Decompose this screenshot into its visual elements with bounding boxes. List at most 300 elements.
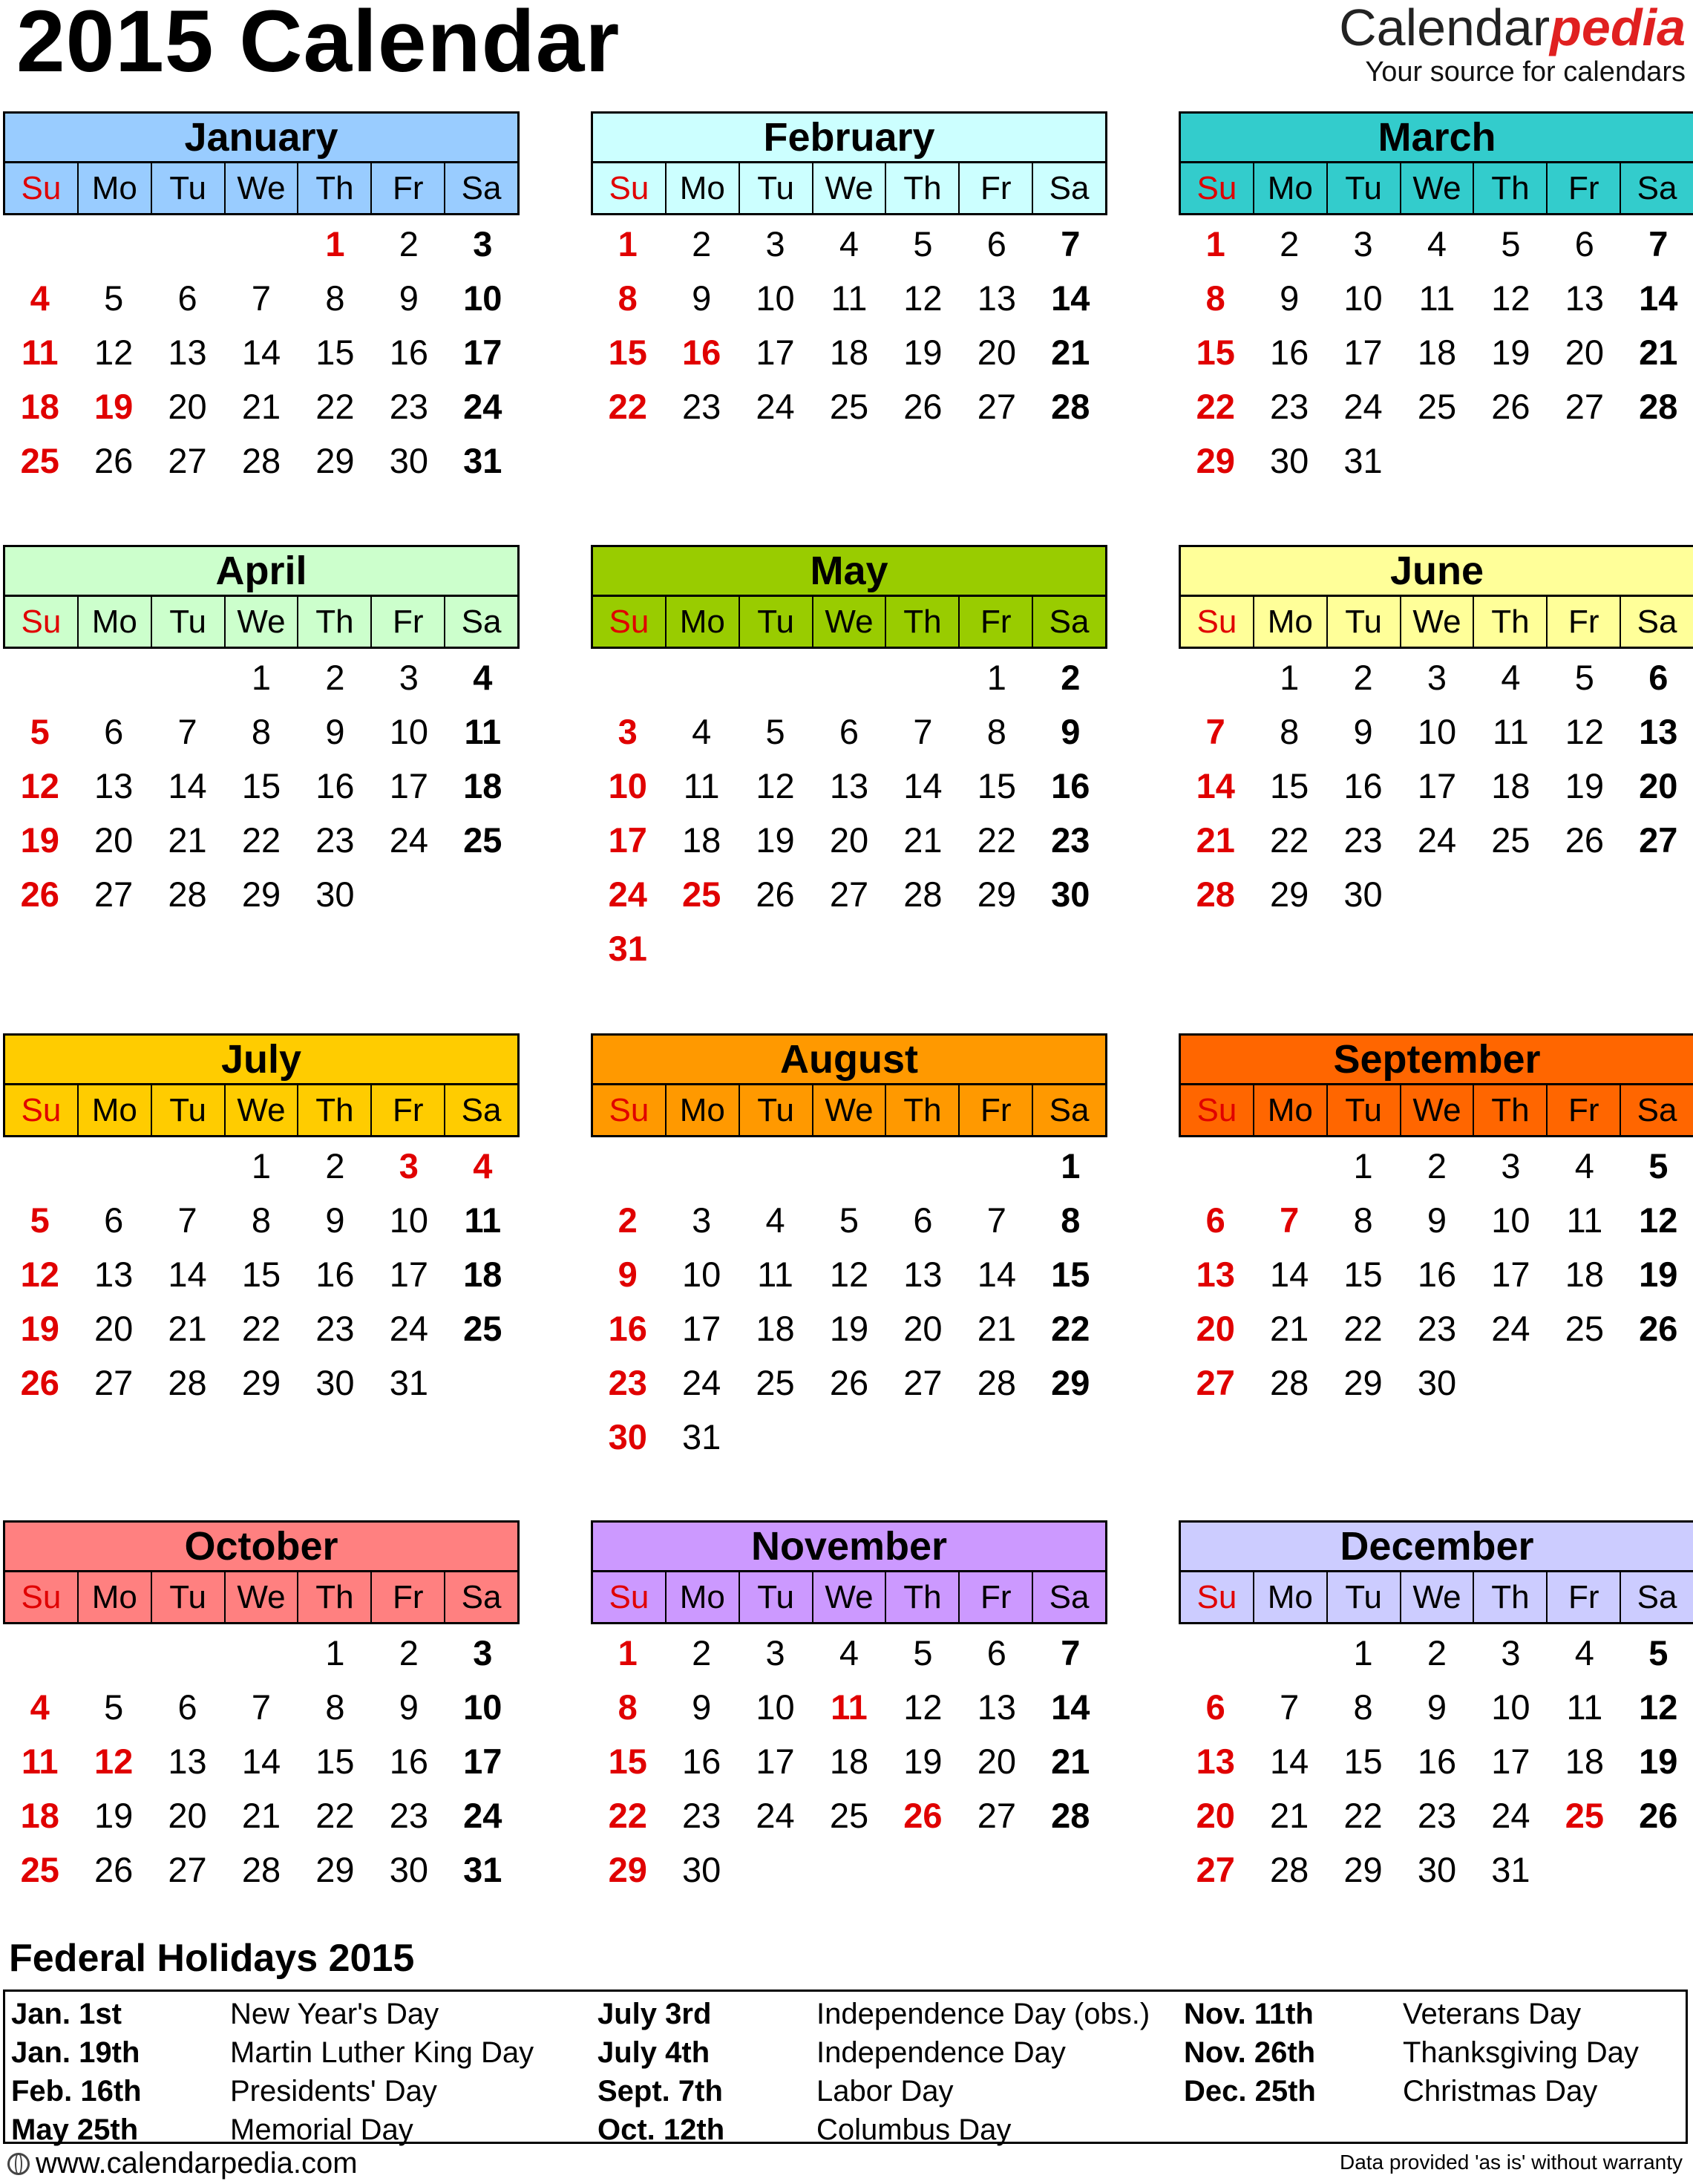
month-july xyxy=(3,1033,520,1410)
day-grid xyxy=(591,1137,1107,1464)
weekday-label: Fr xyxy=(1548,1572,1621,1622)
day-cell: 27 xyxy=(1565,387,1604,426)
day-grid xyxy=(591,215,1107,434)
day-cell: 8 xyxy=(1353,1200,1373,1240)
day-cell: 6 xyxy=(986,224,1006,264)
day-cell: 23 xyxy=(1343,820,1383,860)
day-cell: 28 xyxy=(1269,1363,1309,1402)
weekday-label: Su xyxy=(5,163,79,213)
day-cell: 5 xyxy=(30,1200,50,1240)
day-cell: 30 xyxy=(1417,1850,1457,1889)
weekday-label: Su xyxy=(1181,597,1254,647)
weekday-label: Sa xyxy=(461,1578,502,1615)
day-cell: 16 xyxy=(1417,1255,1457,1294)
day-cell: 15 xyxy=(315,333,355,372)
day-cell: 5 xyxy=(913,224,933,264)
holiday-date: Dec. 25th xyxy=(1184,2074,1316,2108)
day-cell: 20 xyxy=(1196,1309,1235,1348)
weekday-header xyxy=(591,597,1107,649)
holiday-row xyxy=(592,2033,1178,2072)
day-cell: 18 xyxy=(20,387,59,426)
day-cell: 22 xyxy=(241,1309,281,1348)
day-cell: 21 xyxy=(168,1309,207,1348)
day-cell: 5 xyxy=(1501,224,1521,264)
day-cell: 3 xyxy=(1501,1146,1521,1186)
day-cell: 28 xyxy=(168,874,207,914)
holiday-name: Columbus Day xyxy=(816,2113,1012,2146)
day-cell: 22 xyxy=(315,1796,355,1835)
day-grid xyxy=(3,1624,520,1897)
weekday-label: Fr xyxy=(960,1572,1033,1622)
day-cell: 18 xyxy=(829,1742,869,1781)
day-cell: 2 xyxy=(1061,658,1081,697)
holiday-name: Veterans Day xyxy=(1403,1997,1582,2030)
day-cell: 8 xyxy=(1205,278,1225,318)
empty-cell xyxy=(812,1139,885,1193)
day-cell: 8 xyxy=(251,1200,272,1240)
day-cell: 8 xyxy=(618,1687,638,1727)
holiday-date: Jan. 1st xyxy=(11,1997,122,2030)
day-cell: 7 xyxy=(251,278,272,318)
day-cell: 12 xyxy=(903,1687,943,1727)
month-name: August xyxy=(591,1033,1107,1085)
day-cell: 17 xyxy=(463,333,502,372)
footer-disclaimer: Data provided 'as is' without warranty xyxy=(1339,2151,1683,2174)
empty-cell xyxy=(76,217,150,271)
day-cell: 15 xyxy=(608,333,647,372)
day-cell: 30 xyxy=(1051,874,1090,914)
day-cell: 5 xyxy=(765,712,785,751)
weekday-label: Tu xyxy=(152,597,226,647)
day-cell: 2 xyxy=(399,224,419,264)
weekday-label: Th xyxy=(886,1085,960,1135)
day-cell: 28 xyxy=(1051,387,1090,426)
day-cell: 2 xyxy=(399,1633,419,1673)
day-cell: 4 xyxy=(692,712,712,751)
weekday-label: Tu xyxy=(1328,1572,1401,1622)
month-name: February xyxy=(591,111,1107,163)
day-cell: 15 xyxy=(241,766,281,805)
day-cell: 7 xyxy=(1061,224,1081,264)
day-cell: 11 xyxy=(1418,278,1455,318)
day-cell: 19 xyxy=(20,1309,59,1348)
day-cell: 5 xyxy=(104,278,124,318)
day-cell: 23 xyxy=(1051,820,1090,860)
weekday-label: Th xyxy=(1474,163,1548,213)
day-cell: 21 xyxy=(1196,820,1235,860)
day-cell: 3 xyxy=(1501,1633,1521,1673)
day-cell: 21 xyxy=(168,820,207,860)
day-grid xyxy=(3,649,520,921)
day-cell: 24 xyxy=(756,1796,795,1835)
day-cell: 14 xyxy=(1269,1742,1309,1781)
day-cell: 23 xyxy=(315,1309,355,1348)
day-cell: 31 xyxy=(463,1850,502,1889)
day-cell: 26 xyxy=(94,441,134,480)
day-cell: 28 xyxy=(977,1363,1016,1402)
day-cell: 12 xyxy=(1639,1687,1678,1727)
day-cell: 17 xyxy=(389,1255,428,1294)
day-cell: 15 xyxy=(1343,1742,1383,1781)
day-cell: 29 xyxy=(1196,441,1235,480)
day-cell: 2 xyxy=(1427,1146,1447,1186)
day-cell: 24 xyxy=(756,387,795,426)
day-grid xyxy=(1179,649,1693,921)
empty-cell xyxy=(1179,1626,1252,1680)
day-cell: 7 xyxy=(1205,712,1225,751)
weekday-label: Mo xyxy=(1254,597,1328,647)
day-cell: 30 xyxy=(681,1850,721,1889)
weekday-label: Sa xyxy=(1049,1578,1090,1615)
day-cell: 10 xyxy=(681,1255,721,1294)
day-cell: 7 xyxy=(1280,1687,1300,1727)
day-cell: 9 xyxy=(325,1200,345,1240)
day-cell: 1 xyxy=(1280,658,1300,697)
day-cell: 6 xyxy=(986,1633,1006,1673)
day-cell: 13 xyxy=(1196,1255,1235,1294)
month-name: July xyxy=(3,1033,520,1085)
empty-cell xyxy=(3,1139,76,1193)
day-cell: 26 xyxy=(94,1850,134,1889)
day-cell: 13 xyxy=(94,766,134,805)
day-cell: 1 xyxy=(618,224,638,264)
day-cell: 25 xyxy=(1491,820,1530,860)
footer-website[interactable]: www.calendarpedia.com xyxy=(7,2147,358,2180)
day-cell: 14 xyxy=(1051,1687,1090,1727)
day-cell: 5 xyxy=(30,712,50,751)
day-cell: 25 xyxy=(1565,1796,1604,1835)
day-cell: 19 xyxy=(1639,1742,1678,1781)
day-cell: 14 xyxy=(977,1255,1016,1294)
empty-cell xyxy=(664,650,738,704)
day-cell: 15 xyxy=(1269,766,1309,805)
holiday-name: Christmas Day xyxy=(1403,2074,1598,2108)
day-cell: 5 xyxy=(1574,658,1594,697)
day-cell: 28 xyxy=(241,1850,281,1889)
day-cell: 6 xyxy=(1205,1200,1225,1240)
day-cell: 5 xyxy=(104,1687,124,1727)
day-cell: 30 xyxy=(315,874,355,914)
empty-cell xyxy=(76,650,150,704)
weekday-label: Su xyxy=(593,597,667,647)
day-cell: 7 xyxy=(177,712,197,751)
month-february xyxy=(591,111,1107,434)
day-cell: 12 xyxy=(903,278,943,318)
holiday-row xyxy=(5,2033,592,2072)
day-cell: 25 xyxy=(20,1850,59,1889)
day-cell: 30 xyxy=(608,1417,647,1456)
day-cell: 9 xyxy=(1427,1687,1447,1727)
empty-cell xyxy=(664,1139,738,1193)
weekday-header xyxy=(3,1085,520,1137)
day-cell: 13 xyxy=(1639,712,1678,751)
day-cell: 19 xyxy=(20,820,59,860)
holiday-name: Thanksgiving Day xyxy=(1403,2036,1639,2069)
day-cell: 25 xyxy=(756,1363,795,1402)
empty-cell xyxy=(1252,1139,1326,1193)
weekday-label: Th xyxy=(1474,1572,1548,1622)
weekday-label: Th xyxy=(886,1572,960,1622)
weekday-label: Sa xyxy=(461,1091,502,1128)
day-cell: 1 xyxy=(251,658,272,697)
day-cell: 6 xyxy=(177,278,197,318)
weekday-label: Sa xyxy=(1637,1578,1677,1615)
day-cell: 26 xyxy=(1491,387,1530,426)
day-cell: 7 xyxy=(913,712,933,751)
day-cell: 1 xyxy=(986,658,1006,697)
day-cell: 13 xyxy=(168,1742,207,1781)
weekday-label: Mo xyxy=(79,1085,152,1135)
day-cell: 30 xyxy=(1343,874,1383,914)
day-cell: 19 xyxy=(94,1796,134,1835)
day-cell: 3 xyxy=(765,224,785,264)
day-cell: 8 xyxy=(1280,712,1300,751)
day-cell: 18 xyxy=(756,1309,795,1348)
holiday-name: Presidents' Day xyxy=(230,2074,437,2108)
day-cell: 24 xyxy=(463,1796,502,1835)
day-cell: 15 xyxy=(1051,1255,1090,1294)
day-cell: 2 xyxy=(1427,1633,1447,1673)
day-cell: 2 xyxy=(1353,658,1373,697)
day-cell: 21 xyxy=(1639,333,1678,372)
day-cell: 21 xyxy=(1051,1742,1090,1781)
month-august xyxy=(591,1033,1107,1464)
weekday-label: Mo xyxy=(667,1572,740,1622)
day-cell: 24 xyxy=(1491,1309,1530,1348)
holiday-date: Jan. 19th xyxy=(11,2036,140,2069)
day-cell: 17 xyxy=(1491,1742,1530,1781)
day-cell: 7 xyxy=(1280,1200,1300,1240)
empty-cell xyxy=(886,1139,960,1193)
day-cell: 31 xyxy=(389,1363,428,1402)
day-cell: 22 xyxy=(1269,820,1309,860)
day-cell: 14 xyxy=(241,333,281,372)
month-june xyxy=(1179,545,1693,921)
weekday-label: Fr xyxy=(372,597,445,647)
day-cell: 25 xyxy=(463,1309,502,1348)
day-cell: 4 xyxy=(473,1146,493,1186)
day-cell: 24 xyxy=(608,874,647,914)
weekday-label: Sa xyxy=(1049,1091,1090,1128)
day-cell: 12 xyxy=(1639,1200,1678,1240)
day-cell: 18 xyxy=(463,1255,502,1294)
day-cell: 29 xyxy=(315,441,355,480)
day-cell: 28 xyxy=(241,441,281,480)
day-cell: 25 xyxy=(1565,1309,1604,1348)
holiday-date: Nov. 26th xyxy=(1184,2036,1316,2069)
weekday-label: We xyxy=(226,1572,299,1622)
day-cell: 20 xyxy=(977,1742,1016,1781)
month-january xyxy=(3,111,520,488)
day-cell: 16 xyxy=(608,1309,647,1348)
holiday-date: July 3rd xyxy=(597,1997,712,2030)
day-cell: 9 xyxy=(1353,712,1373,751)
weekday-label: Su xyxy=(5,1572,79,1622)
day-cell: 14 xyxy=(1639,278,1678,318)
day-cell: 28 xyxy=(168,1363,207,1402)
day-cell: 22 xyxy=(1343,1309,1383,1348)
weekday-label: Su xyxy=(5,597,79,647)
day-cell: 31 xyxy=(1491,1850,1530,1889)
weekday-label: Th xyxy=(298,1572,372,1622)
weekday-label: Mo xyxy=(1254,1572,1328,1622)
weekday-label: We xyxy=(1401,1572,1475,1622)
weekday-label: Mo xyxy=(667,1085,740,1135)
day-cell: 1 xyxy=(1353,1146,1373,1186)
day-cell: 14 xyxy=(1196,766,1235,805)
day-cell: 7 xyxy=(1648,224,1669,264)
weekday-label: Tu xyxy=(740,1085,813,1135)
day-cell: 29 xyxy=(1051,1363,1090,1402)
day-cell: 26 xyxy=(20,874,59,914)
day-cell: 8 xyxy=(618,278,638,318)
weekday-header xyxy=(1179,163,1693,215)
empty-cell xyxy=(1252,1626,1326,1680)
day-cell: 23 xyxy=(389,387,428,426)
day-cell: 3 xyxy=(1353,224,1373,264)
day-cell: 29 xyxy=(1343,1363,1383,1402)
weekday-label: Sa xyxy=(461,169,502,206)
weekday-label: Fr xyxy=(372,1085,445,1135)
holiday-row xyxy=(5,2072,592,2111)
day-cell: 12 xyxy=(20,766,59,805)
day-cell: 4 xyxy=(839,1633,859,1673)
day-cell: 10 xyxy=(389,712,428,751)
day-cell: 17 xyxy=(608,820,647,860)
holiday-name: Martin Luther King Day xyxy=(230,2036,534,2069)
day-cell: 1 xyxy=(325,1633,345,1673)
day-cell: 18 xyxy=(463,766,502,805)
day-cell: 22 xyxy=(1343,1796,1383,1835)
day-cell: 29 xyxy=(1269,874,1309,914)
day-cell: 6 xyxy=(1648,658,1669,697)
day-cell: 3 xyxy=(1427,658,1447,697)
day-cell: 4 xyxy=(839,224,859,264)
holiday-name: Independence Day (obs.) xyxy=(816,1997,1150,2030)
day-cell: 14 xyxy=(903,766,943,805)
day-cell: 7 xyxy=(251,1687,272,1727)
day-cell: 6 xyxy=(1574,224,1594,264)
holiday-row xyxy=(5,1995,592,2033)
day-cell: 8 xyxy=(325,1687,345,1727)
weekday-label: Mo xyxy=(667,597,740,647)
month-name: April xyxy=(3,545,520,597)
day-cell: 15 xyxy=(241,1255,281,1294)
day-cell: 4 xyxy=(30,278,50,318)
day-cell: 28 xyxy=(1196,874,1235,914)
weekday-label: Fr xyxy=(1548,163,1621,213)
day-cell: 15 xyxy=(608,1742,647,1781)
weekday-label: Mo xyxy=(1254,1085,1328,1135)
holiday-row xyxy=(5,2111,592,2149)
day-cell: 9 xyxy=(1280,278,1300,318)
day-cell: 16 xyxy=(315,766,355,805)
day-cell: 27 xyxy=(94,874,134,914)
brand-logo xyxy=(1339,1,1686,88)
day-cell: 5 xyxy=(1648,1146,1669,1186)
empty-cell xyxy=(76,1139,150,1193)
day-cell: 8 xyxy=(251,712,272,751)
day-cell: 15 xyxy=(977,766,1016,805)
weekday-label: Tu xyxy=(1328,1085,1401,1135)
day-cell: 16 xyxy=(681,333,721,372)
day-cell: 30 xyxy=(315,1363,355,1402)
day-cell: 2 xyxy=(1280,224,1300,264)
day-cell: 1 xyxy=(325,224,345,264)
day-cell: 23 xyxy=(389,1796,428,1835)
day-cell: 20 xyxy=(168,387,207,426)
globe-icon xyxy=(7,2153,30,2175)
day-cell: 19 xyxy=(829,1309,869,1348)
day-cell: 6 xyxy=(104,1200,124,1240)
weekday-label: Th xyxy=(886,597,960,647)
weekday-label: Tu xyxy=(152,163,226,213)
day-cell: 8 xyxy=(1061,1200,1081,1240)
day-cell: 28 xyxy=(1051,1796,1090,1835)
day-grid xyxy=(1179,1624,1693,1897)
empty-cell xyxy=(1179,650,1252,704)
day-cell: 19 xyxy=(903,1742,943,1781)
day-cell: 21 xyxy=(1269,1309,1309,1348)
holiday-name: Independence Day xyxy=(816,2036,1066,2069)
day-cell: 10 xyxy=(1491,1687,1530,1727)
day-cell: 27 xyxy=(829,874,869,914)
day-cell: 4 xyxy=(1427,224,1447,264)
holiday-date: Nov. 11th xyxy=(1184,1997,1314,2030)
month-name: October xyxy=(3,1520,520,1572)
weekday-header xyxy=(3,163,520,215)
empty-cell xyxy=(224,217,298,271)
day-cell: 5 xyxy=(839,1200,859,1240)
day-cell: 13 xyxy=(94,1255,134,1294)
day-cell: 18 xyxy=(1491,766,1530,805)
weekday-label: We xyxy=(1401,1085,1475,1135)
day-cell: 31 xyxy=(608,929,647,968)
day-cell: 9 xyxy=(399,1687,419,1727)
day-cell: 3 xyxy=(692,1200,712,1240)
weekday-label: Tu xyxy=(740,163,813,213)
day-cell: 24 xyxy=(389,1309,428,1348)
empty-cell xyxy=(224,1626,298,1680)
weekday-label: Sa xyxy=(1637,169,1677,206)
weekday-header xyxy=(1179,1572,1693,1624)
day-cell: 6 xyxy=(177,1687,197,1727)
weekday-label: Fr xyxy=(960,1085,1033,1135)
weekday-header xyxy=(591,1572,1107,1624)
day-cell: 13 xyxy=(1565,278,1604,318)
day-cell: 11 xyxy=(464,712,502,751)
day-cell: 10 xyxy=(1491,1200,1530,1240)
day-cell: 3 xyxy=(399,658,419,697)
day-cell: 5 xyxy=(913,1633,933,1673)
day-cell: 6 xyxy=(913,1200,933,1240)
weekday-label: Sa xyxy=(461,603,502,640)
day-cell: 1 xyxy=(1353,1633,1373,1673)
day-cell: 22 xyxy=(608,1796,647,1835)
day-cell: 21 xyxy=(903,820,943,860)
day-cell: 1 xyxy=(1061,1146,1081,1186)
day-cell: 17 xyxy=(1417,766,1457,805)
month-december xyxy=(1179,1520,1693,1897)
month-september xyxy=(1179,1033,1693,1410)
day-cell: 26 xyxy=(903,1796,943,1835)
day-cell: 23 xyxy=(681,387,721,426)
weekday-label: Fr xyxy=(960,163,1033,213)
empty-cell xyxy=(591,1139,664,1193)
day-cell: 20 xyxy=(94,820,134,860)
day-cell: 19 xyxy=(1565,766,1604,805)
holiday-date: July 4th xyxy=(597,2036,710,2069)
